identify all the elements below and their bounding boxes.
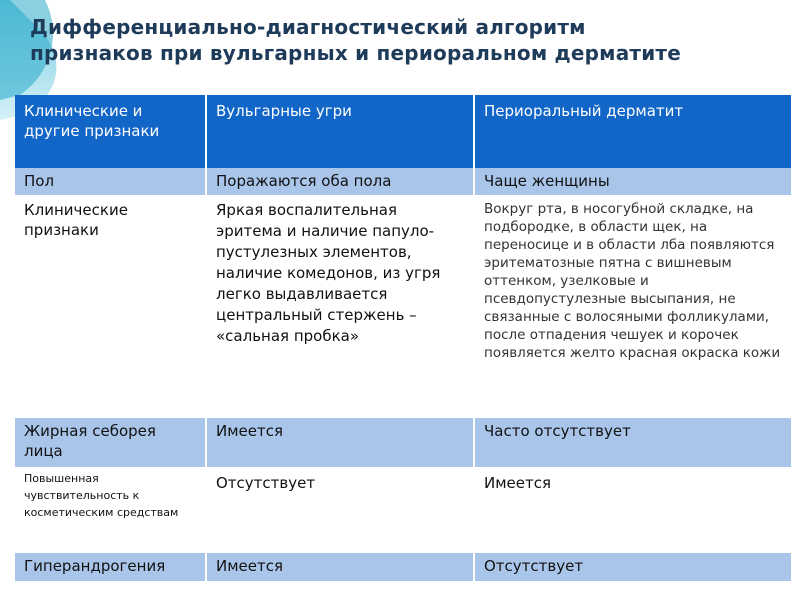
table-cell: Поражаются оба пола — [206, 168, 474, 196]
table-row — [15, 418, 791, 467]
table-cell: Отсутствует — [474, 553, 791, 581]
title-line-1: Дифференциально-диагностический алгоритм — [30, 15, 586, 39]
table-cell: Имеется — [206, 553, 474, 581]
table-cell: Жирная себорея лица — [15, 418, 206, 467]
table-cell: Вокруг рта, в носогубной складке, на подбородке, в области щек, на переносице и в области лба появляются эритематозные пятна с вишневым оттенком, узелковые и псевдопустулезные высыпания, не связанные с волосяными фолликулами, после отпадения чешуек и корочек появляется желто красная окраска кожи — [474, 196, 791, 418]
table-cell: Имеется — [474, 467, 791, 553]
table-cell: Имеется — [206, 418, 474, 467]
table-row — [15, 553, 791, 581]
table-row — [15, 196, 791, 418]
comparison-table — [15, 95, 791, 581]
header-cell: Периоральный дерматит — [474, 95, 791, 168]
title-line-2: признаков при вульгарных и периоральном дерматите — [30, 41, 681, 65]
header-cell: Вульгарные угри — [206, 95, 474, 168]
header-cell: Клинические и другие признаки — [15, 95, 206, 168]
table-cell: Пол — [15, 168, 206, 196]
slide-title — [30, 14, 780, 66]
table-cell: Яркая воспалительная эритема и наличие папуло-пустулезных элементов, наличие комедонов, из угря легко выдавливается центральный стержень – «сальная пробка» — [206, 196, 474, 418]
table-cell: Гиперандрогения — [15, 553, 206, 581]
table-header-row — [15, 95, 791, 168]
table-row — [15, 467, 791, 553]
table-cell: Часто отсутствует — [474, 418, 791, 467]
table-cell: Отсутствует — [206, 467, 474, 553]
table-cell: Клинические признаки — [15, 196, 206, 418]
table-cell: Чаще женщины — [474, 168, 791, 196]
table-cell: Повышенная чувствительность к косметическим средствам — [15, 467, 206, 553]
table-row — [15, 168, 791, 196]
